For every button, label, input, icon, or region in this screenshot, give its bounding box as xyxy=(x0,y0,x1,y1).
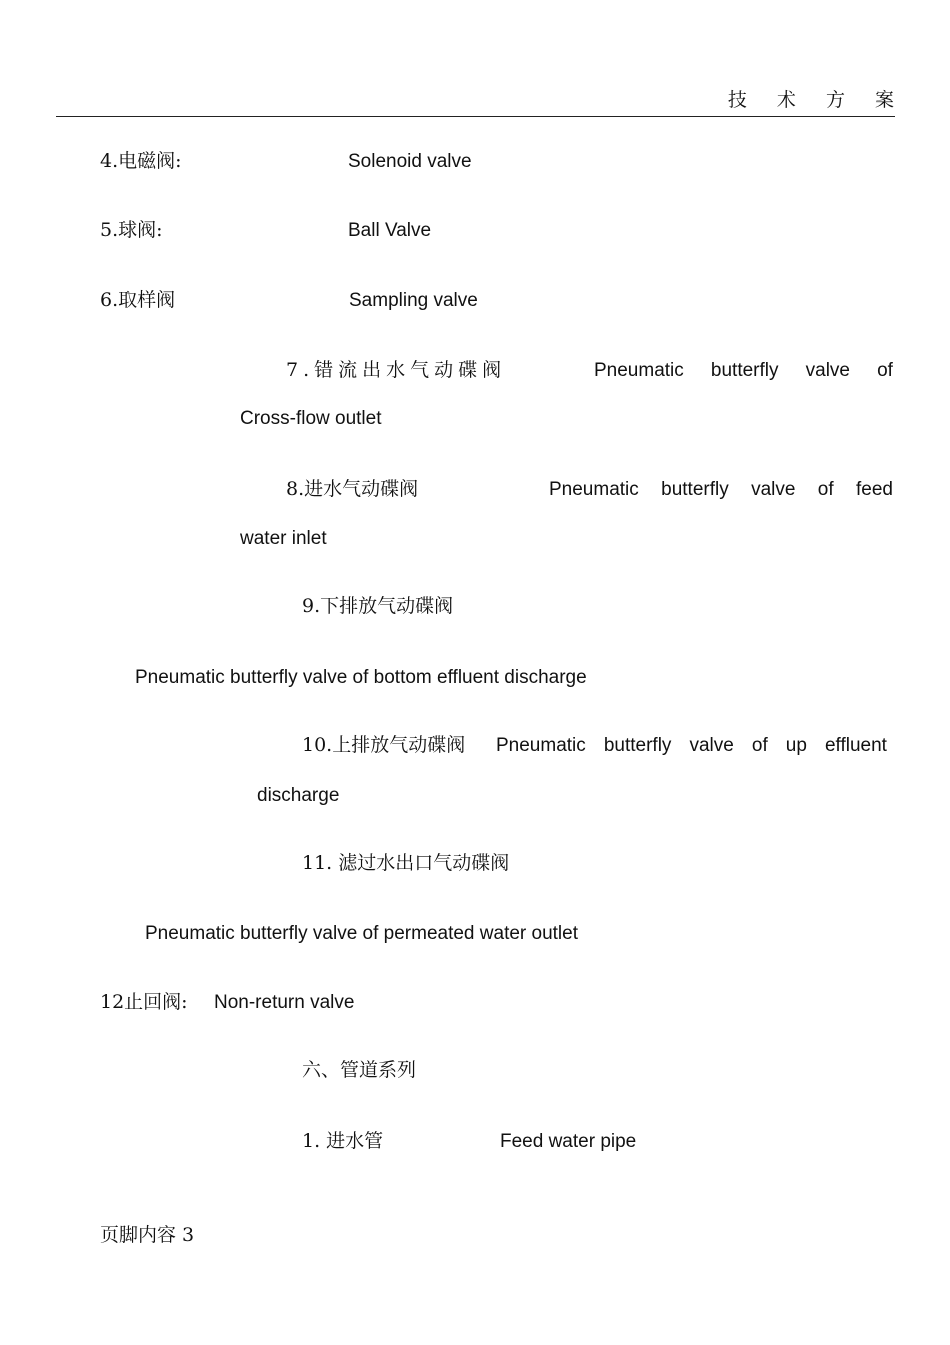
item-10-cn: 10.上排放气动碟阀 xyxy=(302,734,466,756)
item-7-en-line2: Cross-flow outlet xyxy=(240,408,382,429)
item-10-en-line1 xyxy=(496,736,887,755)
word: valve xyxy=(805,360,850,381)
word: valve xyxy=(751,479,796,500)
pipe-1-cn: 1. 进水管 xyxy=(302,1130,384,1152)
item-5-en: Ball Valve xyxy=(348,220,432,241)
item-4-cn: 4.电磁阀: xyxy=(100,150,182,172)
page-footer: 页脚内容 3 xyxy=(100,1224,195,1246)
item-8-en-line2: water inlet xyxy=(240,528,327,549)
item-9-cn: 9.下排放气动碟阀 xyxy=(302,595,454,617)
item-8-cn: 8.进水气动碟阀 xyxy=(286,478,419,500)
word: Pneumatic xyxy=(496,735,586,756)
word: of xyxy=(751,735,768,756)
item-5-cn: 5.球阀: xyxy=(100,219,163,241)
item-6-cn: 6.取样阀 xyxy=(100,289,176,311)
item-12-en: Non-return valve xyxy=(214,992,355,1013)
item-7-cn: 7.错流出水气动碟阀 xyxy=(286,359,507,381)
header-divider xyxy=(56,116,895,117)
pipe-1-en: Feed water pipe xyxy=(500,1131,637,1152)
item-10-en-line2: discharge xyxy=(257,785,340,806)
word: of xyxy=(817,479,834,500)
item-12-cn: 12止回阀: xyxy=(100,991,188,1013)
word: Pneumatic xyxy=(549,479,639,500)
word: effluent xyxy=(824,735,887,756)
word: of xyxy=(877,360,893,381)
item-11-en: Pneumatic butterfly valve of permeated water outlet xyxy=(145,923,579,944)
item-4-en: Solenoid valve xyxy=(348,151,472,172)
item-9-en: Pneumatic butterfly valve of bottom effluent discharge xyxy=(135,667,587,688)
word: up xyxy=(785,735,807,756)
word: feed xyxy=(855,479,893,500)
item-8-en-line1 xyxy=(549,480,893,499)
item-6-en: Sampling valve xyxy=(349,290,478,311)
word: Pneumatic xyxy=(594,360,684,381)
section-title: 六、管道系列 xyxy=(302,1059,417,1081)
word: butterfly xyxy=(603,735,672,756)
word: butterfly xyxy=(710,360,779,381)
header-title: 技 术 方 案 xyxy=(727,89,906,111)
word: valve xyxy=(689,735,734,756)
item-7-en-line1 xyxy=(594,361,893,380)
word: butterfly xyxy=(661,479,729,500)
item-11-cn: 11. 滤过水出口气动碟阀 xyxy=(302,852,510,874)
